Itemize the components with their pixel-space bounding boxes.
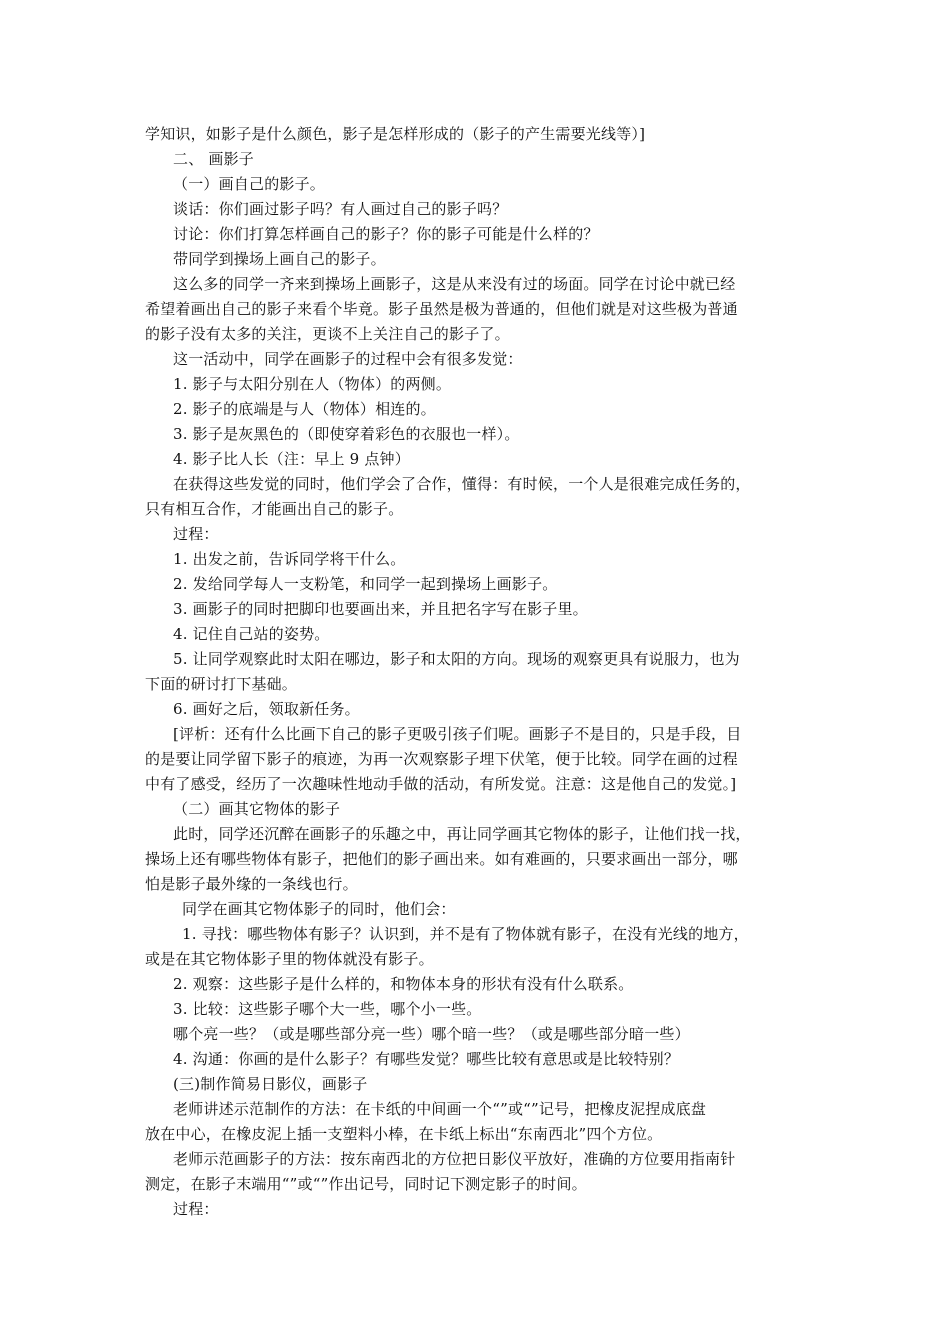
text-line: 6. 画好之后，领取新任务。 bbox=[173, 700, 360, 718]
text-line: 这么多的同学一齐来到操场上画影子，这是从来没有过的场面。同学在讨论中就已经 bbox=[173, 275, 736, 293]
text-line: 怕是影子最外缘的一条线也行。 bbox=[145, 875, 358, 893]
text-line: 希望着画出自己的影子来看个毕竟。影子虽然是极为普通的，但他们就是对这些极为普通 bbox=[145, 300, 738, 318]
text-line: （一）画自己的影子。 bbox=[173, 175, 326, 193]
text-line: (三)制作简易日影仪，画影子 bbox=[173, 1075, 368, 1093]
text-line: 只有相互合作，才能画出自己的影子。 bbox=[145, 500, 404, 518]
text-line: 老师讲述示范制作的方法：在卡纸的中间画一个“”或“”记号，把橡皮泥捏成底盘 bbox=[173, 1100, 707, 1118]
text-line: 的是要让同学留下影子的痕迹，为再一次观察影子埋下伏笔，便于比较。同学在画的过程 bbox=[145, 750, 738, 768]
text-line: 带同学到操场上画自己的影子。 bbox=[173, 250, 386, 268]
text-line: 在获得这些发觉的同时，他们学会了合作，懂得：有时候，一个人是很难完成任务的， bbox=[173, 475, 751, 493]
text-line: 过程： bbox=[173, 525, 219, 543]
text-line: 过程： bbox=[173, 1200, 219, 1218]
text-line: 老师示范画影子的方法：按东南西北的方位把日影仪平放好，准确的方位要用指南针 bbox=[173, 1150, 736, 1168]
text-line: 的影子没有太多的关注，更谈不上关注自己的影子了。 bbox=[145, 325, 510, 343]
text-line: 同学在画其它物体影子的同时，他们会： bbox=[182, 900, 456, 918]
text-line: 这一活动中，同学在画影子的过程中会有很多发觉： bbox=[173, 350, 523, 368]
text-line: 讨论：你们打算怎样画自己的影子？你的影子可能是什么样的？ bbox=[173, 225, 599, 243]
text-line: 4. 沟通：你画的是什么影子？有哪些发觉？哪些比较有意思或是比较特别？ bbox=[173, 1050, 680, 1068]
text-line: （二）画其它物体的影子 bbox=[173, 800, 341, 818]
text-line: 2. 观察：这些影子是什么样的，和物体本身的形状有没有什么联系。 bbox=[173, 975, 634, 993]
text-line: 测定，在影子末端用“”或“”作出记号，同时记下测定影子的时间。 bbox=[145, 1175, 587, 1193]
text-line: 1. 寻找：哪些物体有影子？认识到，并不是有了物体就有影子，在没有光线的地方， bbox=[182, 925, 749, 943]
text-line: 操场上还有哪些物体有影子，把他们的影子画出来。如有难画的，只要求画出一部分，哪 bbox=[145, 850, 738, 868]
text-line: 或是在其它物体影子里的物体就没有影子。 bbox=[145, 950, 434, 968]
text-line: 2. 影子的底端是与人（物体）相连的。 bbox=[173, 400, 436, 418]
text-line: 1. 影子与太阳分别在人（物体）的两侧。 bbox=[173, 375, 452, 393]
text-line: [评析：还有什么比画下自己的影子更吸引孩子们呢。画影子不是目的，只是手段，目 bbox=[173, 725, 742, 743]
text-line: 哪个亮一些？（或是哪些部分亮一些）哪个暗一些？（或是哪些部分暗一些） bbox=[173, 1025, 690, 1043]
text-line: 放在中心，在橡皮泥上插一支塑料小棒，在卡纸上标出“东南西北”四个方位。 bbox=[145, 1125, 663, 1143]
text-line: 二、 画影子 bbox=[173, 150, 254, 168]
document-body bbox=[145, 122, 817, 1222]
text-line: 5. 让同学观察此时太阳在哪边，影子和太阳的方向。现场的观察更具有说服力，也为 bbox=[173, 650, 740, 668]
text-line: 谈话：你们画过影子吗？有人画过自己的影子吗？ bbox=[173, 200, 508, 218]
text-line: 4. 影子比人长（注：早上 9 点钟） bbox=[173, 450, 410, 468]
text-line: 2. 发给同学每人一支粉笔，和同学一起到操场上画影子。 bbox=[173, 575, 558, 593]
text-line: 此时，同学还沉醉在画影子的乐趣之中，再让同学画其它物体的影子，让他们找一找， bbox=[173, 825, 751, 843]
text-line: 3. 比较：这些影子哪个大一些，哪个小一些。 bbox=[173, 1000, 482, 1018]
text-line: 1. 出发之前，告诉同学将干什么。 bbox=[173, 550, 406, 568]
text-line: 中有了感受，经历了一次趣味性地动手做的活动，有所发觉。注意：这是他自己的发觉。] bbox=[145, 775, 737, 793]
text-line: 下面的研讨打下基础。 bbox=[145, 675, 298, 693]
text-line: 4. 记住自己站的姿势。 bbox=[173, 625, 330, 643]
text-line: 3. 影子是灰黑色的（即使穿着彩色的衣服也一样）。 bbox=[173, 425, 520, 443]
text-line: 学知识，如影子是什么颜色，影子是怎样形成的（影子的产生需要光线等）] bbox=[145, 125, 646, 143]
text-line: 3. 画影子的同时把脚印也要画出来，并且把名字写在影子里。 bbox=[173, 600, 588, 618]
